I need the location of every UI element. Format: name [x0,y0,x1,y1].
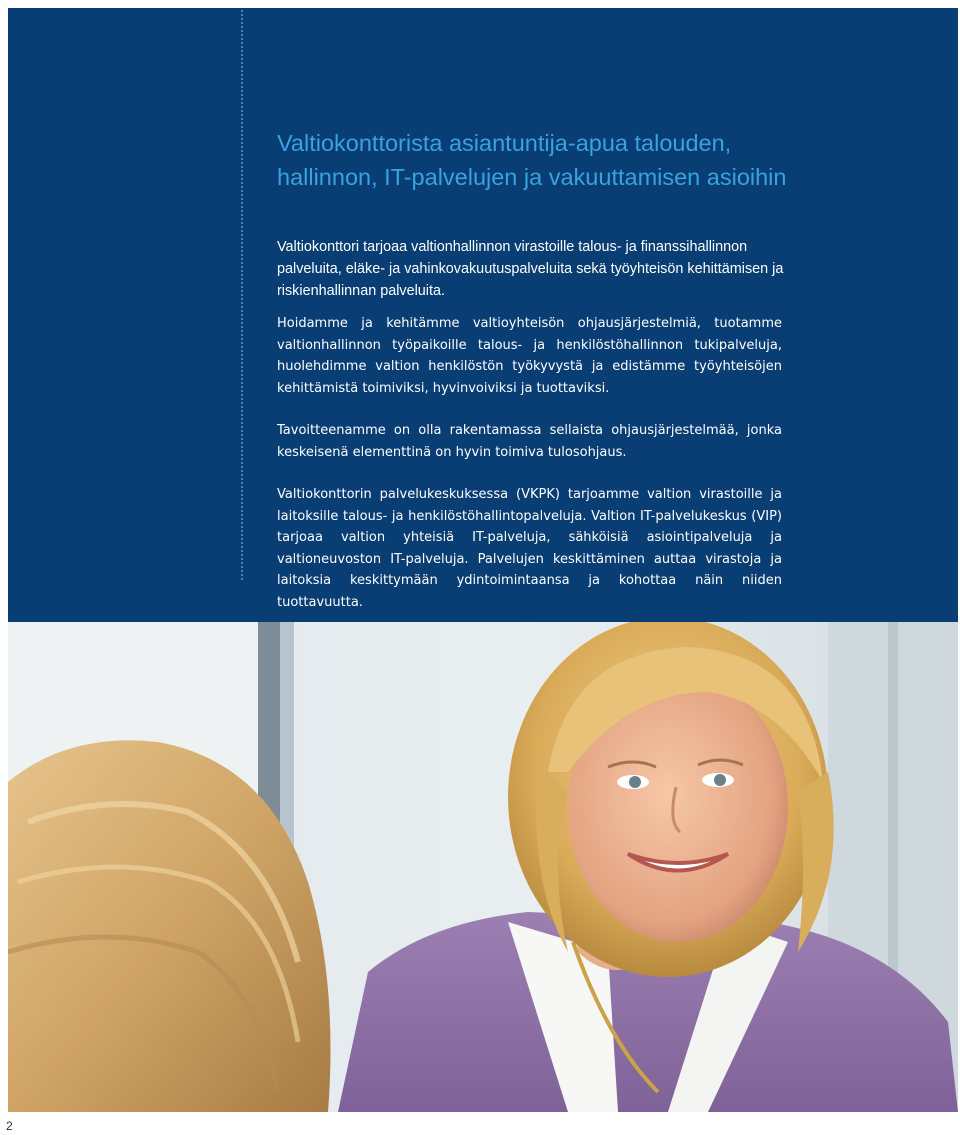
page-number: 2 [6,1119,13,1133]
dotted-divider [241,10,243,580]
photo-two-women-conversation [8,622,958,1112]
intro-paragraph: Valtiokonttori tarjoaa valtionhallinnon virastoille talous- ja finanssihallinnon palveluita, eläke- ja vahinkovakuutuspalveluita sekä työyhteisön kehittämisen ja riskienhallinnan palveluita. [277,239,784,299]
page-heading: Valtiokonttorista asiantuntija-apua talouden, hallinnon, IT-palvelujen ja vakuuttamisen asioihin [277,130,787,190]
body-paragraph-3: Valtiokonttorin palvelukeskuksessa (VKPK) tarjoamme valtion virastoille ja laitoksille talous- ja henkilöstöhallintopalveluja. Valtion IT-palvelukeskus (VIP) tarjoaa valtion yhteisiä IT-palveluja, sähköisiä asiointipalveluja ja valtioneuvoston IT-palveluja. Palvelujen keskittäminen auttaa virastoja ja laitoksia keskittymään ydintoimintaansa ja kohottaa näin niiden tuottavuutta. [277,487,782,610]
body-paragraph-1: Hoidamme ja kehitämme valtioyhteisön ohjausjärjestelmiä, tuotamme valtionhallinnon työpaikoille talous- ja henkilöstöhallinnon tukipalveluja, huolehdimme valtion henkilöstön työkyvystä ja edistämme työyhteisöjen kehittämistä toimiviksi, hyvinvoiviksi ja tuottaviksi. [277,316,782,396]
body-paragraph-2: Tavoitteenamme on olla rakentamassa sellaista ohjausjärjestelmää, jonka keskeisenä elementtinä on hyvin toimiva tulosohjaus. [277,423,782,460]
body-text [277,313,782,634]
